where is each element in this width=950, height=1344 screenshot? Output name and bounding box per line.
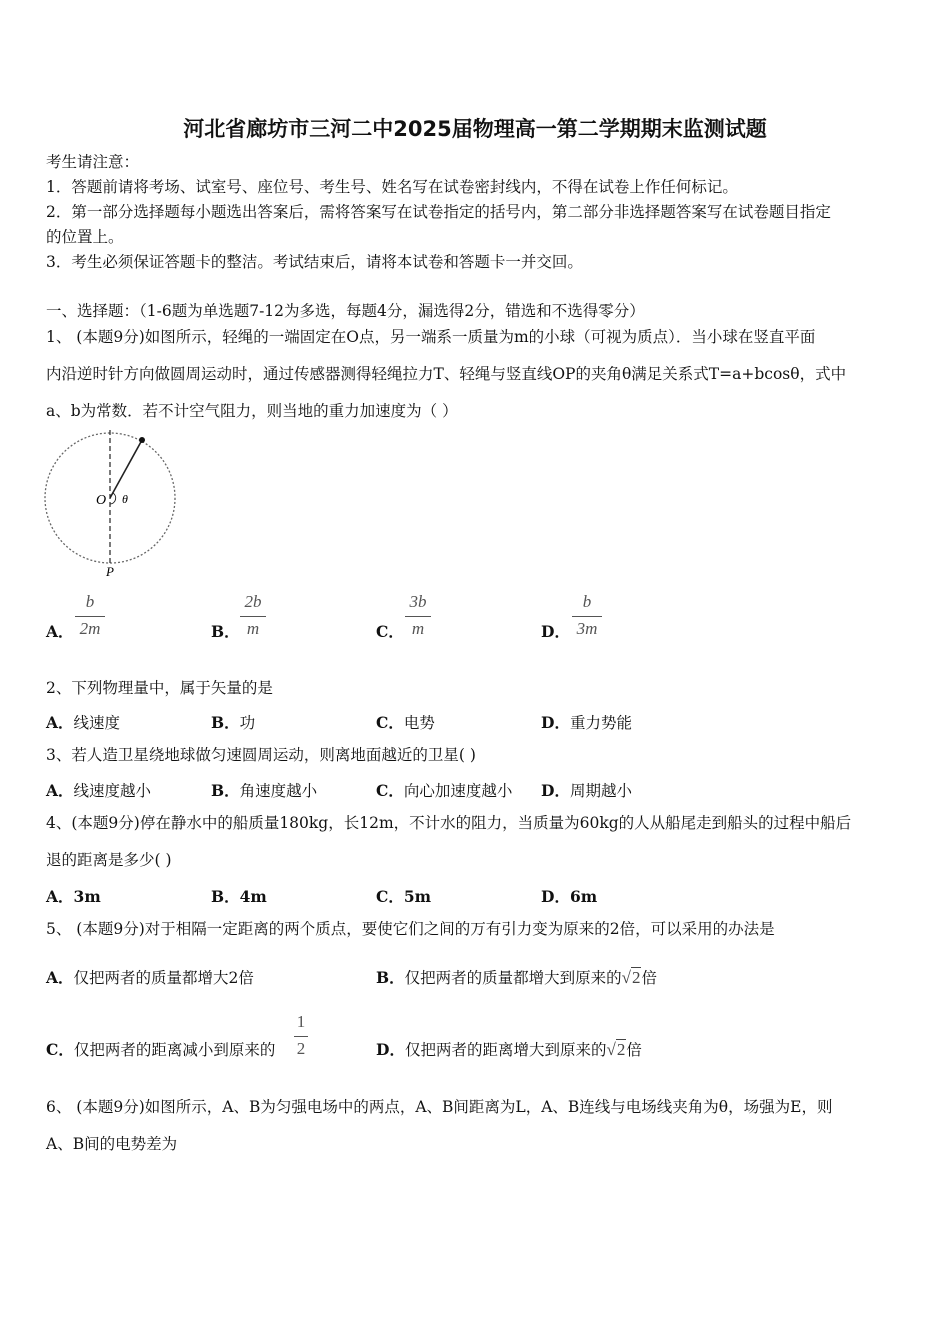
q5-option-c-fraction: 1 2	[294, 1012, 308, 1061]
notice-item: 3．考生必须保证答题卡的整洁。考试结束后，请将本试卷和答题卡一并交回。	[46, 253, 583, 271]
q5-stem: 5、 (本题9分)对于相隔一定距离的两个质点，要使它们之间的万有引力变为原来的2倍，可以采用的办法是	[46, 920, 775, 938]
q2-option-c[interactable]: C．电势	[376, 713, 435, 732]
q4-option-d[interactable]: D．6m	[541, 887, 598, 906]
q4-option-a[interactable]: A．3m	[46, 887, 101, 906]
notice-item: 1．答题前请将考场、试室号、座位号、考生号、姓名写在试卷密封线内，不得在试卷上作任何标记。	[46, 178, 738, 196]
q3-option-a[interactable]: A．线速度越小	[46, 781, 152, 800]
q1-option-b-fraction: 2b m	[240, 592, 266, 641]
sqrt-symbol: √2	[621, 968, 641, 987]
notice-item: 2．第一部分选择题每小题选出答案后，需将答案写在试卷指定的括号内，第二部分非选择题答案写在试卷题目指定	[46, 203, 831, 221]
q5-option-a[interactable]: A．仅把两者的质量都增大2倍	[46, 968, 254, 987]
q4-line: 退的距离是多少( )	[46, 851, 172, 869]
q2-option-a[interactable]: A．线速度	[46, 713, 121, 732]
q1-option-d[interactable]: D．	[541, 622, 570, 641]
q3-stem: 3、若人造卫星绕地球做匀速圆周运动，则离地面越近的卫星( )	[46, 746, 476, 764]
q2-stem: 2、下列物理量中，属于矢量的是	[46, 679, 273, 697]
q5-option-b[interactable]: B．仅把两者的质量都增大到原来的√2倍	[376, 968, 657, 987]
q3-option-b[interactable]: B．角速度越小	[211, 781, 318, 800]
notice-heading: 考生请注意：	[46, 153, 140, 171]
point-o-label: O	[96, 493, 107, 508]
q1-line: 内沿逆时针方向做圆周运动时，通过传感器测得轻绳拉力T、轻绳与竖直线OP的夹角θ满足关系式T=a+bcosθ，式中	[46, 365, 847, 383]
q1-option-d-fraction: b 3m	[572, 592, 602, 641]
notice-item: 的位置上。	[46, 228, 124, 246]
q4-option-c[interactable]: C．5m	[376, 887, 432, 906]
q2-option-d[interactable]: D．重力势能	[541, 713, 632, 732]
theta-label: θ	[122, 492, 128, 506]
q2-option-b[interactable]: B．功	[211, 713, 256, 732]
page-title: 河北省廊坊市三河二中2025届物理高一第二学期期末监测试题	[183, 117, 767, 141]
q6-line: A、B间的电势差为	[46, 1135, 178, 1153]
q6-line: 6、 (本题9分)如图所示，A、B为匀强电场中的两点，A、B间距离为L，A、B连线与电场线夹角为θ，场强为E，则	[46, 1098, 833, 1116]
q3-option-c[interactable]: C．向心加速度越小	[376, 781, 513, 800]
q1-option-b[interactable]: B．	[211, 622, 240, 641]
sqrt-symbol: √2	[606, 1040, 626, 1059]
q1-option-c[interactable]: C．	[376, 622, 404, 641]
q1-option-a[interactable]: A．	[46, 622, 74, 641]
point-p-label: P	[106, 564, 114, 579]
q4-option-b[interactable]: B．4m	[211, 887, 267, 906]
q4-line: 4、(本题9分)停在静水中的船质量180kg，长12m，不计水的阻力，当质量为60kg的人从船尾走到船头的过程中船后	[46, 814, 852, 832]
q1-option-a-fraction: b 2m	[75, 592, 105, 641]
q5-option-c[interactable]: C．仅把两者的距离减小到原来的	[46, 1040, 276, 1059]
q1-line: a、b为常数．若不计空气阻力，则当地的重力加速度为（ ）	[46, 402, 458, 420]
q1-circle-figure	[38, 428, 188, 583]
q5-option-d[interactable]: D．仅把两者的距离增大到原来的√2倍	[376, 1040, 642, 1059]
section-heading: 一、选择题：（1-6题为单选题7-12为多选，每题4分，漏选得2分，错选和不选得零分）	[46, 302, 645, 320]
q1-line: 1、 (本题9分)如图所示，轻绳的一端固定在O点，另一端系一质量为m的小球（可视为质点）．当小球在竖直平面	[46, 328, 816, 346]
q1-option-c-fraction: 3b m	[405, 592, 431, 641]
q3-option-d[interactable]: D．周期越小	[541, 781, 632, 800]
